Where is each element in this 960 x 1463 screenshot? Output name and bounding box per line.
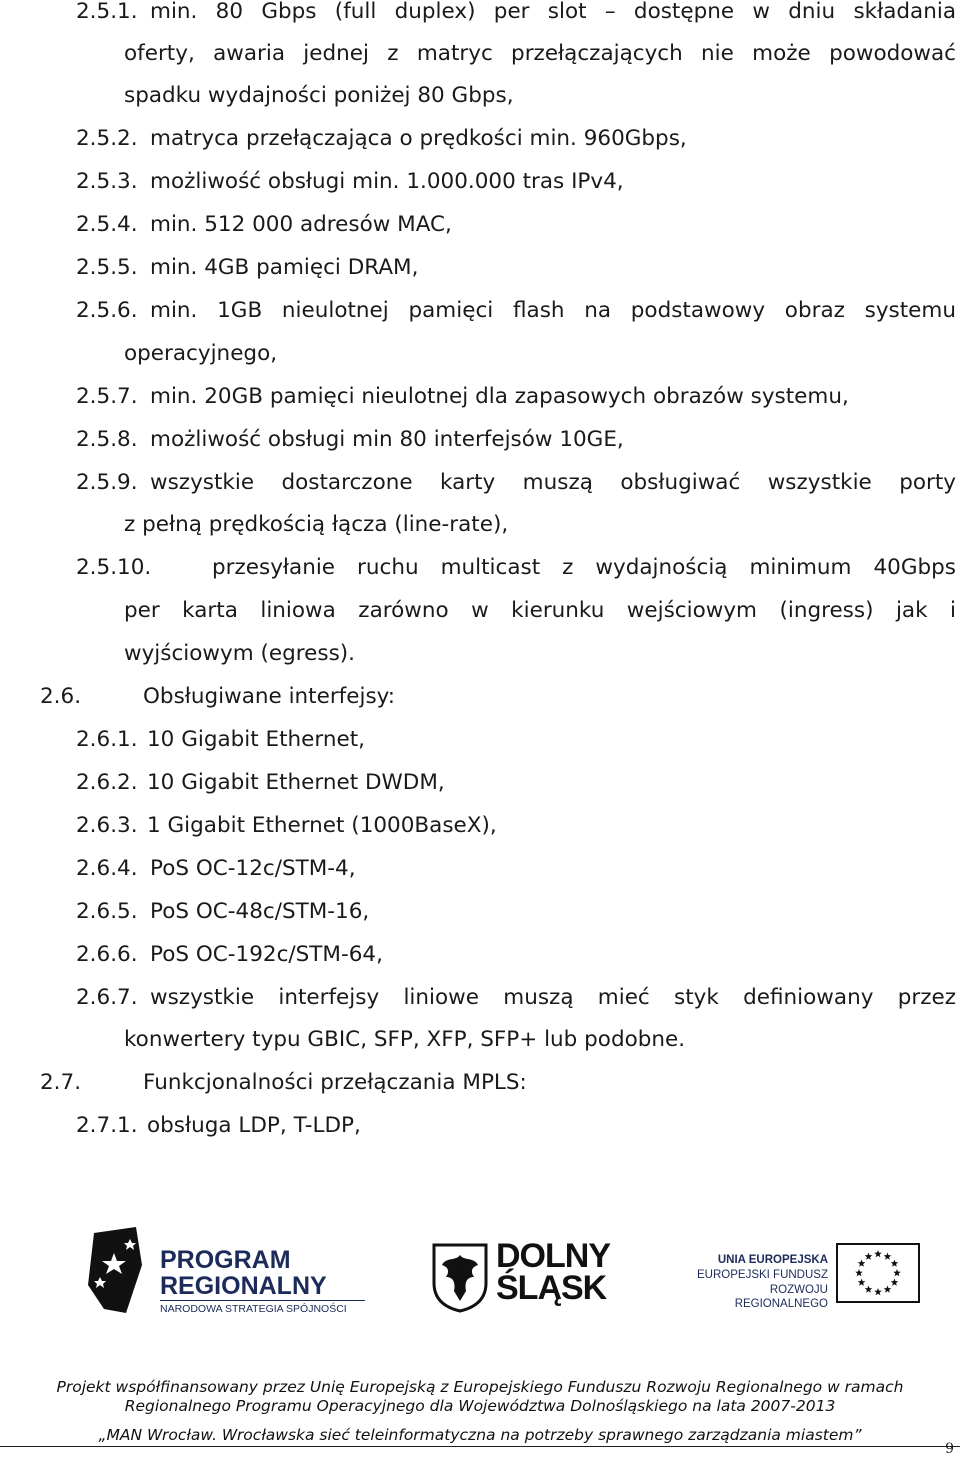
item-number: 2.5.8.	[76, 427, 138, 452]
item-line: PoS OC-48c/STM-16,	[150, 899, 370, 924]
item-line: konwertery typu GBIC, SFP, XFP, SFP+ lub podobne.	[124, 1027, 686, 1052]
item-number: 2.5.4.	[76, 212, 138, 237]
program-logo-line3: NARODOWA STRATEGIA SPÓJNOŚCI	[160, 1303, 347, 1315]
item-number: 2.5.5.	[76, 255, 138, 280]
item-number: 2.6.7.	[76, 985, 138, 1010]
item-number: 2.6.6.	[76, 942, 138, 967]
item-line: operacyjnego,	[124, 341, 278, 366]
item-number: 2.6.2.	[76, 770, 138, 795]
section-title: Funkcjonalności przełączania MPLS:	[143, 1070, 527, 1095]
item-number: 2.5.3.	[76, 169, 138, 194]
footer-line3: „MAN Wrocław. Wrocławska sieć teleinformatyczna na potrzeby sprawnego zarządzania miastem”	[98, 1426, 862, 1444]
item-line: 10 Gigabit Ethernet,	[147, 727, 365, 752]
item-number: 2.6.1.	[76, 727, 138, 752]
item-number: 2.5.9.	[76, 470, 138, 495]
item-line: oferty, awaria jednej z matryc przełączających nie może powodować	[124, 41, 956, 66]
item-line: możliwość obsługi min 80 interfejsów 10GE,	[150, 427, 624, 452]
section-number: 2.7.	[40, 1070, 82, 1095]
footer-line2: Regionalnego Programu Operacyjnego dla Województwa Dolnośląskiego na lata 2007-2013	[124, 1397, 836, 1415]
item-number: 2.6.3.	[76, 813, 138, 838]
logo-strip	[0, 1225, 960, 1335]
footer-rule	[0, 1446, 960, 1447]
item-line: PoS OC-12c/STM-4,	[150, 856, 356, 881]
item-line: min. 4GB pamięci DRAM,	[150, 255, 419, 280]
item-line: PoS OC-192c/STM-64,	[150, 942, 383, 967]
eagle-coat-of-arms-icon	[432, 1243, 488, 1313]
eu-flag-icon	[836, 1243, 920, 1303]
section-title: Obsługiwane interfejsy:	[143, 684, 396, 709]
program-logo-line2: REGIONALNY	[160, 1272, 327, 1300]
item-number: 2.6.5.	[76, 899, 138, 924]
footer-line1: Projekt współfinansowany przez Unię Europejską z Europejskiego Funduszu Rozwoju Regionalnego w ramach	[56, 1378, 904, 1396]
ue-logo-line2: EUROPEJSKI FUNDUSZ	[697, 1269, 828, 1281]
item-line: min. 80 Gbps (full duplex) per slot – dostępne w dniu składania	[150, 0, 956, 24]
program-logo-line1: PROGRAM	[160, 1246, 291, 1274]
ue-logo-line3: ROZWOJU REGIONALNEGO	[734, 1284, 828, 1310]
item-number: 2.5.10.	[76, 555, 152, 580]
item-number: 2.5.1.	[76, 0, 138, 24]
item-number: 2.7.1.	[76, 1113, 138, 1138]
item-line: wyjściowym (egress).	[124, 641, 355, 666]
item-line: matryca przełączająca o prędkości min. 960Gbps,	[150, 126, 687, 151]
item-line: wszystkie dostarczone karty muszą obsługiwać wszystkie porty	[150, 470, 956, 495]
item-line: możliwość obsługi min. 1.000.000 tras IPv4,	[150, 169, 624, 194]
page-number: 9	[945, 1441, 954, 1457]
item-line: z pełną prędkością łącza (line-rate),	[124, 512, 509, 537]
item-line: wszystkie interfejsy liniowe muszą mieć styk definiowany przez	[150, 985, 956, 1010]
item-line: min. 512 000 adresów MAC,	[150, 212, 452, 237]
item-line: 10 Gigabit Ethernet DWDM,	[147, 770, 445, 795]
item-number: 2.5.7.	[76, 384, 138, 409]
item-number: 2.5.6.	[76, 298, 138, 323]
item-number: 2.5.2.	[76, 126, 138, 151]
item-line: spadku wydajności poniżej 80 Gbps,	[124, 83, 514, 108]
program-logo-rule	[160, 1300, 365, 1301]
item-line: obsługa LDP, T-LDP,	[147, 1113, 361, 1138]
dolny-logo-line2: ŚLĄSK	[496, 1269, 607, 1307]
item-line: min. 1GB nieulotnej pamięci flash na podstawowy obraz systemu	[150, 298, 956, 323]
item-number: 2.6.4.	[76, 856, 138, 881]
section-number: 2.6.	[40, 684, 82, 709]
ue-logo-line1: UNIA EUROPEJSKA	[717, 1254, 828, 1266]
item-line: per karta liniowa zarówno w kierunku wejściowym (ingress) jak i	[124, 598, 956, 623]
item-line: min. 20GB pamięci nieulotnej dla zapasowych obrazów systemu,	[150, 384, 849, 409]
item-line: przesyłanie ruchu multicast z wydajnością minimum 40Gbps	[212, 555, 956, 580]
dolny-logo-line1: DOLNY	[496, 1237, 610, 1275]
item-line: 1 Gigabit Ethernet (1000BaseX),	[147, 813, 497, 838]
